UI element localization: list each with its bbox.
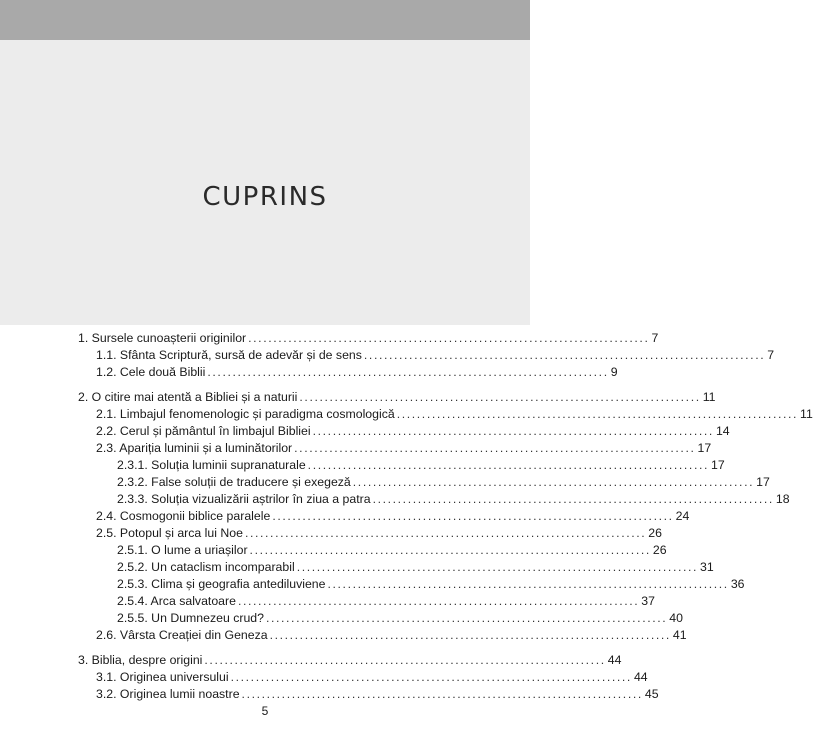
toc-entry-page: 36 <box>730 577 745 591</box>
dot-leader: ................................................................................ <box>248 331 650 345</box>
dot-leader: ................................................................................ <box>204 653 606 667</box>
toc-entry-label: 2.5. Potopul și arca lui Noe <box>96 526 243 540</box>
toc-entry-label: 2.3. Apariția luminii și a luminătorilor <box>96 441 293 455</box>
toc-entry-label: 2.5.4. Arca salvatoare <box>117 594 236 608</box>
toc-entry-page: 40 <box>669 611 683 625</box>
toc-entry <box>78 651 622 669</box>
toc-entry <box>96 363 618 381</box>
page-number: 5 <box>261 704 269 718</box>
toc-entry-page: 44 <box>633 670 648 684</box>
dot-leader: ................................................................................ <box>269 628 671 642</box>
toc-entry <box>117 473 770 491</box>
toc-entry <box>117 609 683 627</box>
toc-entry-label: 2.3.3. Soluția vizualizării aștrilor în ziua a patra <box>117 492 371 506</box>
toc-entry-label: 2. O citire mai atentă a Bibliei și a naturii <box>78 390 298 404</box>
toc-entry-label: 2.6. Vârsta Creației din Geneza <box>96 628 268 642</box>
toc-entry-page: 31 <box>700 560 714 574</box>
toc-entry <box>117 558 714 576</box>
toc-entry <box>96 524 662 542</box>
toc-entry-page: 17 <box>756 475 770 489</box>
dot-leader: ................................................................................ <box>244 526 647 540</box>
toc-entry <box>96 685 659 703</box>
toc-entry-page: 24 <box>675 509 690 523</box>
dot-leader: ................................................................................ <box>299 390 701 404</box>
toc-entry <box>117 456 725 474</box>
toc-entry-page: 7 <box>651 331 659 345</box>
toc-entry-label: 2.5.2. Un cataclism incomparabil <box>117 560 295 574</box>
toc-entry-page: 7 <box>767 348 775 362</box>
dot-leader: ................................................................................ <box>265 611 668 625</box>
toc-entry-label: 3.2. Originea lumii noastre <box>96 687 240 701</box>
toc-entry-label: 2.5.5. Un Dumnezeu crud? <box>117 611 264 625</box>
toc-entry-page: 11 <box>800 407 813 421</box>
toc-entry-page: 17 <box>697 441 712 455</box>
toc-entry <box>96 439 712 457</box>
toc-entry-page: 17 <box>711 458 725 472</box>
toc-entry <box>117 575 745 593</box>
dot-leader: ................................................................................ <box>296 560 699 574</box>
toc-entry-label: 2.2. Cerul și pământul în limbajul Bibliei <box>96 424 311 438</box>
dot-leader: ................................................................................ <box>207 365 609 379</box>
toc-entry-page: 41 <box>672 628 687 642</box>
dot-leader: ................................................................................ <box>307 458 709 472</box>
toc-entry-label: 2.1. Limbajul fenomenologic și paradigma cosmologică <box>96 407 395 421</box>
dot-leader: ................................................................................ <box>272 509 674 523</box>
dot-leader: ................................................................................ <box>312 424 714 438</box>
dot-leader: ................................................................................ <box>241 687 643 701</box>
dot-leader: ................................................................................ <box>237 594 640 608</box>
toc-entry-label: 1. Sursele cunoașterii originilor <box>78 331 247 345</box>
dot-leader: ................................................................................ <box>372 492 774 506</box>
toc-entry <box>78 388 716 406</box>
toc-entry <box>96 422 730 440</box>
toc-entry-label: 1.1. Sfânta Scriptură, sursă de adevăr și de sens <box>96 348 362 362</box>
toc-entry-label: 2.3.1. Soluția luminii supranaturale <box>117 458 306 472</box>
toc-entry <box>96 626 687 644</box>
dot-leader: ................................................................................ <box>230 670 632 684</box>
page-title: CUPRINS <box>202 182 328 212</box>
toc-entry <box>117 490 790 508</box>
dot-leader: ................................................................................ <box>352 475 755 489</box>
dot-leader: ................................................................................ <box>363 348 766 362</box>
toc-entry-label: 2.5.1. O lume a uriașilor <box>117 543 248 557</box>
toc-entry <box>96 668 648 686</box>
toc-entry-label: 2.5.3. Clima și geografia antediluviene <box>117 577 326 591</box>
toc-entry-label: 3.1. Originea universului <box>96 670 229 684</box>
toc-entry-label: 2.4. Cosmogonii biblice paralele <box>96 509 271 523</box>
toc-entry-page: 26 <box>652 543 667 557</box>
toc-entry-page: 37 <box>641 594 655 608</box>
dot-leader: ................................................................................ <box>249 543 651 557</box>
toc-entry-label: 3. Biblia, despre origini <box>78 653 203 667</box>
toc-entry-page: 14 <box>715 424 730 438</box>
dot-leader: ................................................................................ <box>396 407 799 421</box>
toc-entry <box>96 507 690 525</box>
toc-entry <box>117 541 667 559</box>
toc-entry-page: 11 <box>702 390 716 404</box>
toc-entry <box>96 405 813 423</box>
toc-entry-label: 1.2. Cele două Biblii <box>96 365 206 379</box>
toc-entry <box>117 592 655 610</box>
toc-entry-page: 44 <box>607 653 622 667</box>
dot-leader: ................................................................................ <box>327 577 729 591</box>
toc-entry <box>78 329 659 347</box>
toc-entry-label: 2.3.2. False soluții de traducere și exegeză <box>117 475 351 489</box>
dot-leader: ................................................................................ <box>294 441 696 455</box>
toc-entry-page: 45 <box>644 687 659 701</box>
toc-entry-page: 18 <box>775 492 790 506</box>
toc-entry <box>96 346 775 364</box>
toc-entry-page: 9 <box>610 365 618 379</box>
toc-entry-page: 26 <box>648 526 662 540</box>
